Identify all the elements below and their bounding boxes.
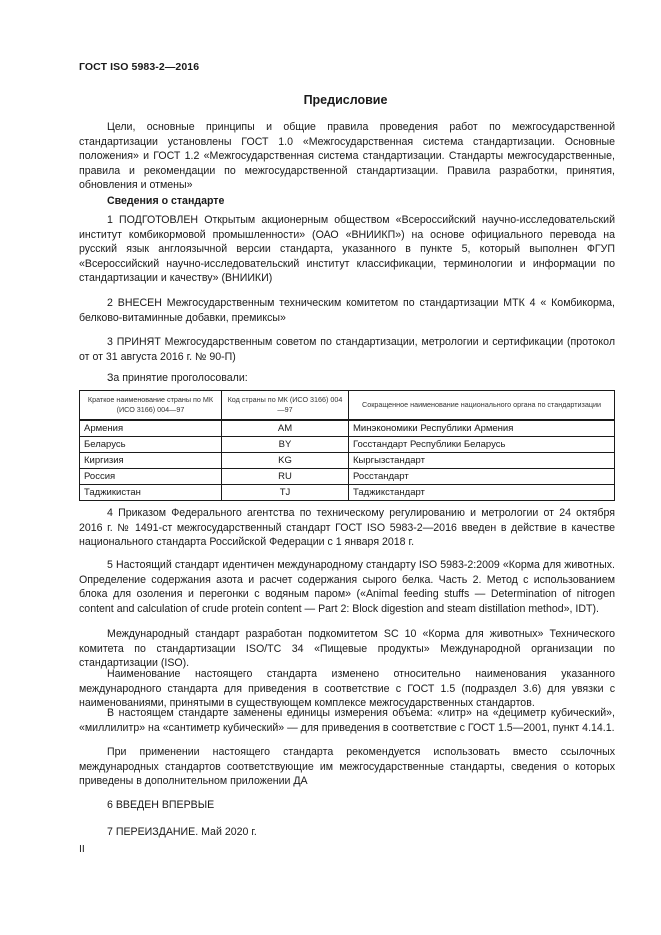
- votes-table: [79, 390, 615, 501]
- code-cell: AM: [222, 420, 349, 437]
- item-5-subparagraph-d: В настоящем стандарте заменены единицы измерения объема: «литр» на «дециметр кубический», «миллилитр» на «сантиметр кубический» — для приведения в соответствие с ГОСТ 1.5—2001, пункт 4.14.1.: [79, 707, 615, 734]
- table-row: [80, 420, 615, 437]
- item-5-paragraph: 5 Настоящий стандарт идентичен международному стандарту ISO 5983-2:2009 «Корма для животных. Определение содержания азота и расчет содержания сырого белка. Часть 2. Метод с использованием блока для озоления и перегонки с водяным паром» («Animal feeding stuffs — Determination of nitrogen content and calculation of crude protein content — Part 2: Block digestion and steam distillation method», IDT).: [79, 559, 615, 615]
- item-2-paragraph: 2 ВНЕСЕН Межгосударственным техническим комитетом по стандартизации МТК 4 « Комбикорма, белково-витаминные добавки, премиксы»: [79, 297, 615, 324]
- item-5-subparagraph-e: При применении настоящего стандарта рекомендуется использовать вместо ссылочных международных стандартов соответствующие им межгосударственные стандарты, сведения о которых приведены в дополнительном приложении ДА: [79, 746, 615, 787]
- page-number: II: [79, 843, 85, 855]
- table-row: [80, 485, 615, 501]
- body-cell: Таджикстандарт: [349, 485, 615, 501]
- table-header-body: Сокращенное наименование национального органа по стандартизации: [349, 391, 615, 421]
- country-cell: Беларусь: [80, 437, 222, 453]
- body-cell: Росстандарт: [349, 469, 615, 485]
- code-cell: KG: [222, 453, 349, 469]
- item-7-line: 7 ПЕРЕИЗДАНИЕ. Май 2020 г.: [107, 826, 257, 838]
- item-5-subparagraph-c: Наименование настоящего стандарта изменено относительно наименования указанного международного стандарта для приведения в соответствие с ГОСТ 1.5 (подраздел 3.6) для увязки с наименованиями, принятыми в существующем комплексе межгосударственных стандартов.: [79, 668, 615, 709]
- body-cell: Госстандарт Республики Беларусь: [349, 437, 615, 453]
- intro-paragraph: Цели, основные принципы и общие правила проведения работ по межгосударственной стандартизации установлены ГОСТ 1.0 «Межгосударственная система стандартизации. Основные положения» и ГОСТ 1.2 «Межгосударственная система стандартизации. Стандарты межгосударственные, правила и рекомендации по межгосударственной стандартизации. Правила разработки, принятия, обновления и отмены»: [79, 121, 615, 191]
- country-cell: Киргизия: [80, 453, 222, 469]
- table-header-country: Краткое наименование страны по МК (ИСО 3166) 004—97: [80, 391, 222, 421]
- code-cell: BY: [222, 437, 349, 453]
- table-header-code: Код страны по МК (ИСО 3166) 004—97: [222, 391, 349, 421]
- country-cell: Россия: [80, 469, 222, 485]
- item-6-line: 6 ВВЕДЕН ВПЕРВЫЕ: [107, 799, 215, 811]
- country-cell: Таджикистан: [80, 485, 222, 501]
- country-cell: Армения: [80, 420, 222, 437]
- page-title: Предисловие: [303, 93, 388, 107]
- item-4-paragraph: 4 Приказом Федерального агентства по техническому регулированию и метрологии от 24 октября 2016 г. № 1491-ст межгосударственный стандарт ГОСТ ISO 5983-2—2016 введен в действие в качестве национального стандарта Российской Федерации с 1 января 2018 г.: [79, 507, 615, 548]
- item-5-subparagraph-b: Международный стандарт разработан подкомитетом SC 10 «Корма для животных» Технического комитета по стандартизации ISO/TC 34 «Пищевые продукты» Международной организации по стандартизации (ISO).: [79, 628, 615, 669]
- code-cell: TJ: [222, 485, 349, 501]
- code-cell: RU: [222, 469, 349, 485]
- table-header-row: [80, 391, 615, 421]
- item-3-paragraph: 3 ПРИНЯТ Межгосударственным советом по стандартизации, метрологии и сертификации (протокол от от 31 августа 2016 г. № 90-П): [79, 336, 615, 363]
- section-title: Сведения о стандарте: [107, 195, 225, 207]
- body-cell: Кыргызстандарт: [349, 453, 615, 469]
- document-header: ГОСТ ISO 5983-2—2016: [79, 61, 200, 73]
- table-row: [80, 453, 615, 469]
- item-1-paragraph: 1 ПОДГОТОВЛЕН Открытым акционерным обществом «Всероссийский научно-исследовательский институт комбикормовой промышленности» (ОАО «ВНИИКП») на основе официального перевода на русский язык англоязычной версии стандарта, указанного в пункте 5, который выполнен ФГУП «Всероссийский научно-исследовательский институт классификации, терминологии и информации по стандартизации и качеству» (ВНИИКИ): [79, 214, 615, 284]
- table-row: [80, 469, 615, 485]
- table-row: [80, 437, 615, 453]
- body-cell: Минэкономики Республики Армения: [349, 420, 615, 437]
- vote-intro: За принятие проголосовали:: [107, 372, 248, 384]
